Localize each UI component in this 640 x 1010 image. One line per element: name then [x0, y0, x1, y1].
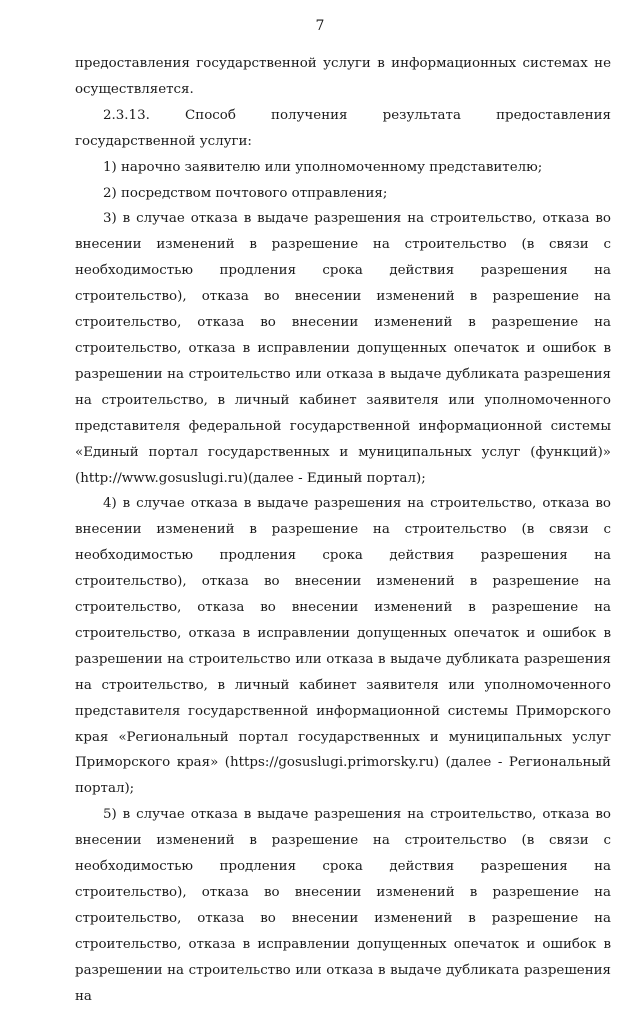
- paragraph-item-1: 1) нарочно заявителю или уполномоченному представителю;: [103, 159, 543, 175]
- paragraph-section-2-3-13: 2.3.13. Способ получения результата предоставления государственной услуги:: [75, 107, 611, 149]
- document-body: [75, 51, 611, 1010]
- paragraph-item-2: 2) посредством почтового отправления;: [103, 185, 388, 201]
- page-number: 7: [315, 18, 325, 34]
- paragraph-continuation: предоставления государственной услуги в информационных системах не осуществляется.: [75, 56, 611, 97]
- paragraph-item-5: 5) в случае отказа в выдаче разрешения на строительство, отказа во внесении изменений в разрешение на строительство (в связи с необходимостью продления срока действия разрешения на строительство), отказа во внесении изменений в разрешение на строительство, отказа во внесении изменений в разрешение на строительство, отказа в исправлении допущенных опечаток и ошибок в разрешении на строительство или отказа в выдаче дубликата разрешения на: [75, 807, 611, 1004]
- paragraph-item-4: 4) в случае отказа в выдаче разрешения на строительство, отказа во внесении изменений в разрешение на строительство (в связи с необходимостью продления срока действия разрешения на строительство), отказа во внесении изменений в разрешение на строительство, отказа во внесении изменений в разрешение на строительство, отказа в исправлении допущенных опечаток и ошибок в разрешении на строительство или отказа в выдаче дубликата разрешения на строительство, в личный кабинет заявителя или уполномоченного представителя государственной информационной системы Приморского края «Региональный портал государственных и муниципальных услуг Приморского края» (https://gosuslugi.primorsky.ru) (далее - Региональный портал);: [75, 496, 611, 797]
- paragraph-item-3: 3) в случае отказа в выдаче разрешения на строительство, отказа во внесении изменений в разрешение на строительство (в связи с необходимостью продления срока действия разрешения на строительство), отказа во внесении изменений в разрешение на строительство, отказа во внесении изменений в разрешение на строительство, отказа в исправлении допущенных опечаток и ошибок в разрешении на строительство или отказа в выдаче дубликата разрешения на строительство, в личный кабинет заявителя или уполномоченного представителя федеральной государственной информационной системы «Единый портал государственных и муниципальных услуг (функций)» (http://www.gosuslugi.ru)(далее - Единый портал);: [75, 211, 611, 486]
